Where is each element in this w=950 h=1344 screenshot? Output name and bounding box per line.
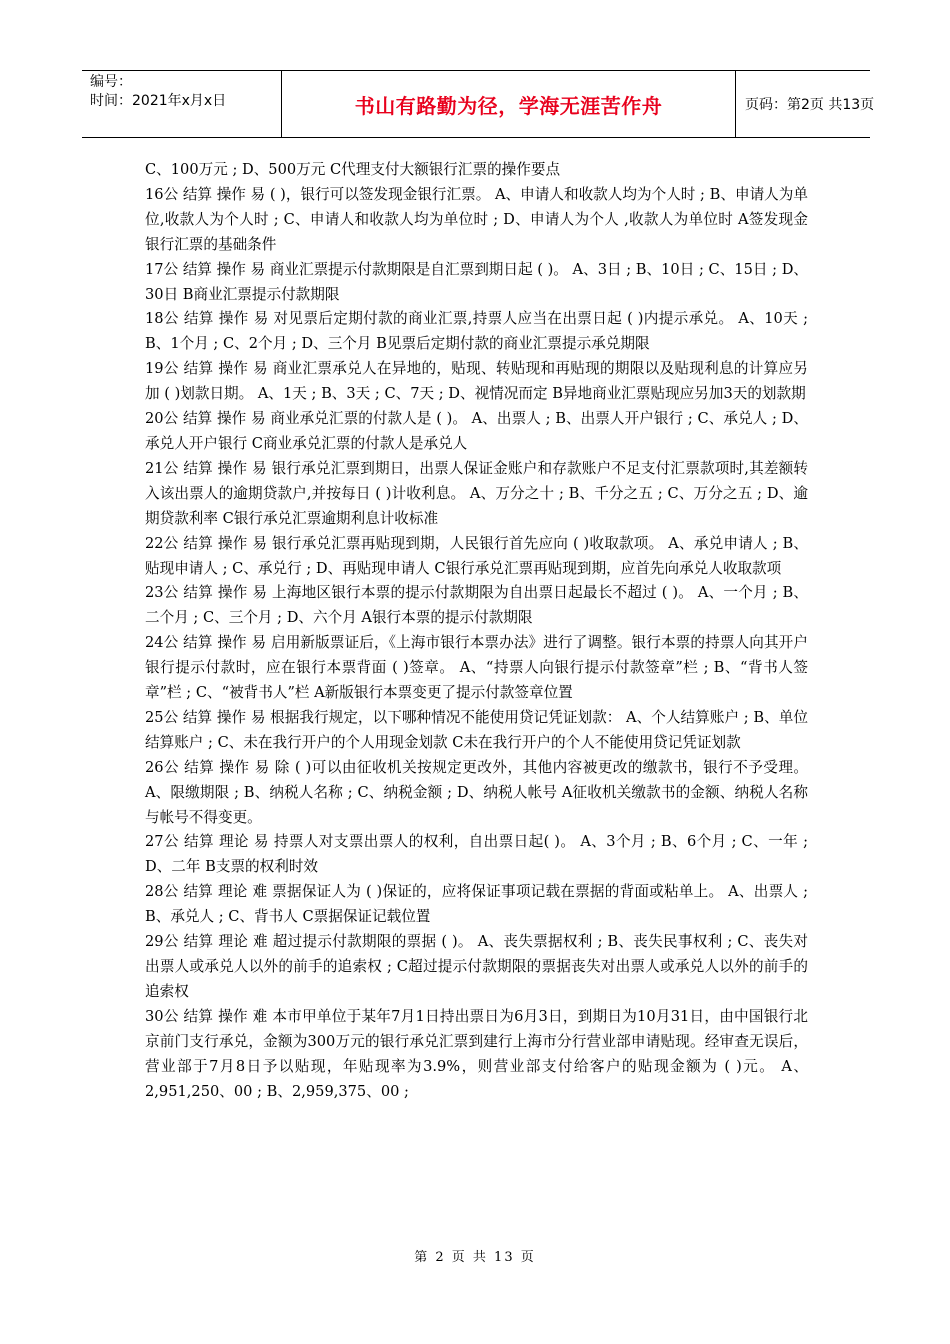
document-body bbox=[145, 158, 808, 1104]
header-motto: 书山有路勤为径，学海无涯苦作舟 bbox=[354, 93, 663, 118]
question-26: 26公 结算 操作 易 除 ( )可以由征收机关按规定更改外，其他内容被更改的缴款书，银行不予受理。 A、限缴期限 ; B、纳税人名称 ; C、纳税金额 ; D、纳税人帐号 A征收机关缴款书的金额、纳税人名称与帐号不得变更。 bbox=[145, 758, 808, 826]
header-meta bbox=[82, 71, 282, 137]
question-30: 30公 结算 操作 难 本市甲单位于某年7月1日持出票日为6月3日，到期日为10月31日，由中国银行北京前门支行承兑，金额为300万元的银行承兑汇票到建行上海市分行营业部申请贴现。经审查无误后，营业部于7月8日予以贴现，年贴现率为3.9%，则营业部支付给客户的贴现金额为 ( )元。 A、2,951,250、00 ; B、2,959,375、00 ; bbox=[145, 1007, 808, 1100]
question-24: 24公 结算 操作 易 启用新版票证后，《上海市银行本票办法》进行了调整。银行本票的持票人向其开户银行提示付款时，应在银行本票背面 ( )签章。 A、“持票人向银行提示付款签章”栏 ; B、“背书人签章”栏 ; C、“被背书人”栏 A新版银行本票变更了提示付款签章位置 bbox=[145, 634, 808, 702]
question-23: 23公 结算 操作 易 上海地区银行本票的提示付款期限为自出票日起最长不超过 ( )。 A、一个月 ; B、二个月 ; C、三个月 ; D、六个月 A银行本票的提示付款期限 bbox=[145, 584, 808, 627]
document-date-label: 时间：2021年x月x日 bbox=[90, 93, 227, 109]
question-21: 21公 结算 操作 易 银行承兑汇票到期日，出票人保证金账户和存款账户不足支付汇票款项时,其差额转入该出票人的逾期贷款户,并按每日 ( )计收利息。 A、万分之十 ; B、千分之五 ; C、万分之五 ; D、逾期贷款利率 C银行承兑汇票逾期利息计收标准 bbox=[145, 459, 808, 527]
question-22: 22公 结算 操作 易 银行承兑汇票再贴现到期，人民银行首先应向 ( )收取款项。 A、承兑申请人 ; B、贴现申请人 ; C、承兑行 ; D、再贴现申请人 C银行承兑汇票再贴现到期，应首先向承兑人收取款项 bbox=[145, 534, 808, 577]
question-28: 28公 结算 理论 难 票据保证人为 ( )保证的，应将保证事项记载在票据的背面或粘单上。 A、出票人 ; B、承兑人 ; C、背书人 C票据保证记载位置 bbox=[145, 883, 808, 926]
page-footer: 第 2 页 共 13 页 bbox=[414, 1250, 536, 1265]
question-19: 19公 结算 操作 易 商业汇票承兑人在异地的，贴现、转贴现和再贴现的期限以及贴现利息的计算应另加 ( )划款日期。 A、1天 ; B、3天 ; C、7天 ; D、视情况而定 B异地商业汇票贴现应另加3天的划款期 bbox=[145, 360, 808, 403]
question-25: 25公 结算 操作 易 根据我行规定，以下哪种情况不能使用贷记凭证划款： A、个人结算账户 ; B、单位结算账户 ; C、未在我行开户的个人用现金划款 C未在我行开户的个人不能使用贷记凭证划款 bbox=[145, 708, 808, 751]
question-29: 29公 结算 理论 难 超过提示付款期限的票据 ( )。 A、丧失票据权利 ; B、丧失民事权利 ; C、丧失对出票人或承兑人以外的前手的追索权 ; C超过提示付款期限的票据丧失对出票人或承兑人以外的前手的追索权 bbox=[145, 933, 808, 1000]
question-18: 18公 结算 操作 易 对见票后定期付款的商业汇票,持票人应当在出票日起 ( )内提示承兑。 A、10天 ; B、1个月 ; C、2个月 ; D、三个月 B见票后定期付款的商业汇票提示承兑期限 bbox=[145, 310, 808, 353]
header-page-cell bbox=[735, 71, 875, 137]
question-27: 27公 结算 理论 易 持票人对支票出票人的权利，自出票日起( )。 A、3个月 ; B、6个月 ; C、一年 ; D、二年 B支票的权利时效 bbox=[145, 833, 808, 876]
question-17: 17公 结算 操作 易 商业汇票提示付款期限是自汇票到期日起 ( )。 A、3日 ; B、10日 ; C、15日 ; D、30日 B商业汇票提示付款期限 bbox=[145, 260, 808, 303]
question-20: 20公 结算 操作 易 商业承兑汇票的付款人是 ( )。 A、出票人 ; B、出票人开户银行 ; C、承兑人 ; D、承兑人开户银行 C商业承兑汇票的付款人是承兑人 bbox=[145, 410, 808, 452]
question-16: 16公 结算 操作 易 ( )，银行可以签发现金银行汇票。 A、申请人和收款人均为个人时 ; B、申请人为单位,收款人为个人时 ; C、申请人和收款人均为单位时 ; D、申请人为个人 ,收款人为单位时 A签发现金银行汇票的基础条件 bbox=[145, 185, 808, 253]
paragraph-intro: C、100万元 ; D、500万元 C代理支付大额银行汇票的操作要点 bbox=[145, 161, 561, 178]
document-number-label: 编号： bbox=[90, 74, 132, 90]
header-page-number: 页码：第2页 共13页 bbox=[745, 97, 875, 113]
header-motto-cell bbox=[282, 71, 736, 137]
page-header bbox=[82, 70, 875, 138]
